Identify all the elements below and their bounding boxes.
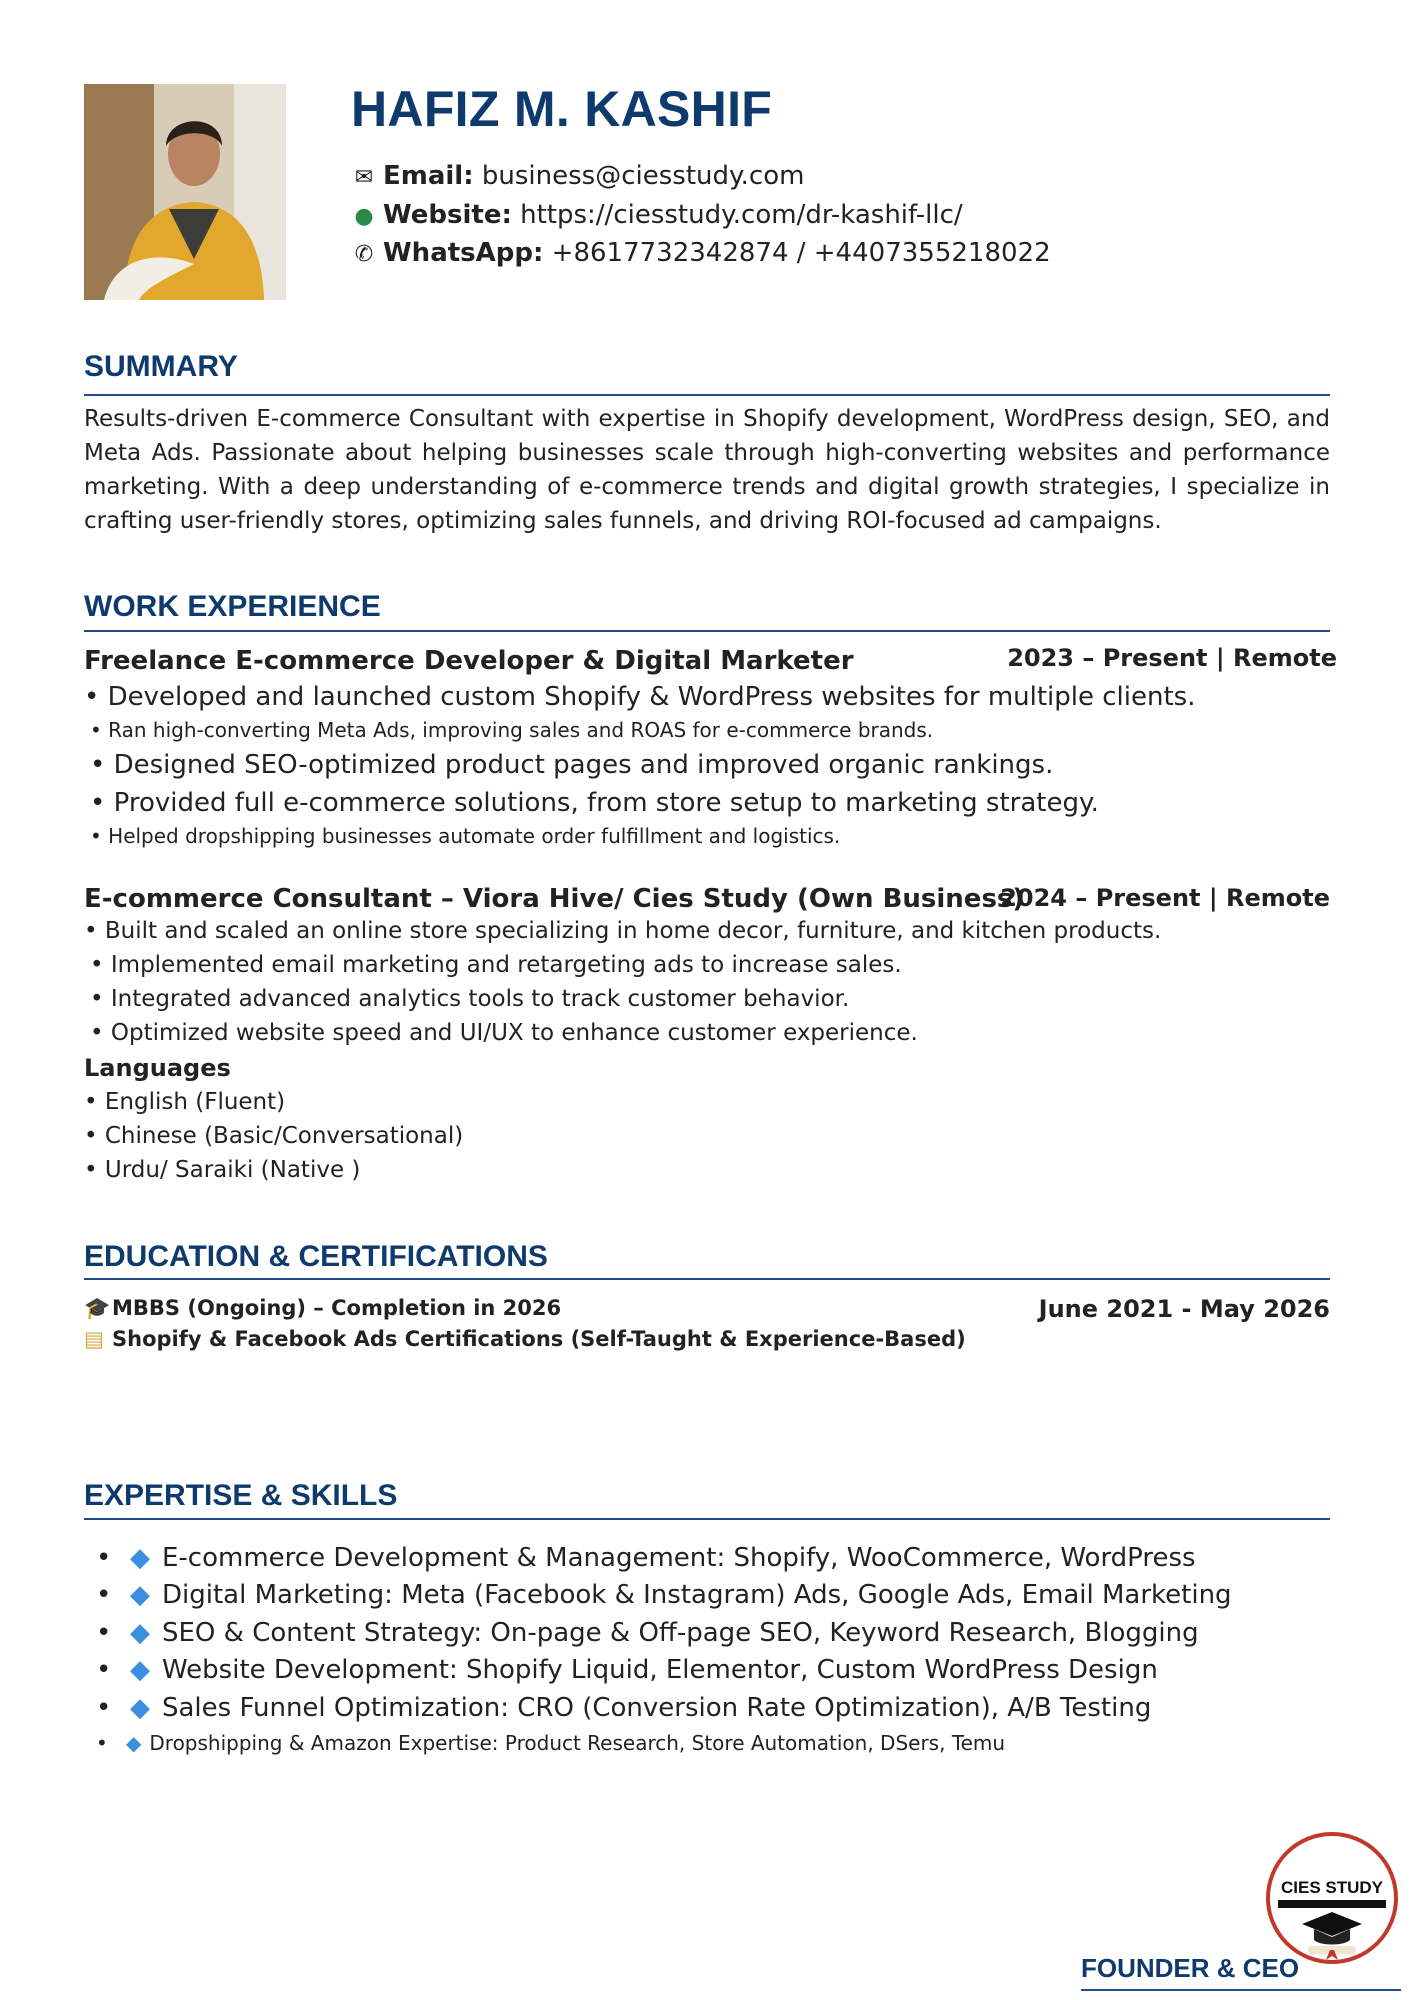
summary-text: Results-driven E-commerce Consultant with expertise in Shopify development, WordPress design, SEO, and Meta Ads. Passionate about helping businesses scale through high-converting websites and performance marketing. With a deep understanding of e-commerce trends and digital growth strategies, I specialize in crafting user-friendly stores, optimizing sales funnels, and driving ROI-focused ad campaigns. [84,406,1330,534]
job-bullet: • Built and scaled an online store specializing in home decor, furniture, and kitchen products. [84,918,1162,944]
envelope-icon: ✉ [354,165,374,190]
education-section [84,1240,1330,1274]
contact-email [351,161,804,191]
contact-label: Email: [383,161,474,191]
job-bullet: • Designed SEO-optimized product pages and improved organic rankings. [90,750,1054,780]
job-date: 2024 – Present | Remote [1000,884,1330,912]
section-heading: SUMMARY [84,350,238,383]
language-item: • English (Fluent) [84,1089,286,1115]
job-bullet: • Developed and launched custom Shopify & WordPress websites for multiple clients. [84,682,1196,712]
contact-label: Website: [383,200,512,230]
skill-text: Website Development: Shopify Liquid, Elementor, Custom WordPress Design [162,1655,1158,1685]
logo-subtitle-bar [1278,1900,1386,1908]
profile-photo [84,84,286,300]
phone-icon: ✆ [354,242,374,267]
diamond-icon: ◆ [130,1618,150,1648]
website-link[interactable]: https://ciesstudy.com/dr-kashif-llc/ [520,200,963,230]
diamond-icon: ◆ [130,1543,150,1573]
skill-item: • ◆ SEO & Content Strategy: On-page & Off-page SEO, Keyword Research, Blogging [96,1618,1199,1648]
section-heading: EDUCATION & CERTIFICATIONS [84,1240,548,1273]
job-date: 2023 – Present | Remote [1007,644,1337,672]
skill-text: E-commerce Development & Management: Shopify, WooCommerce, WordPress [162,1543,1196,1573]
job-bullet: • Provided full e-commerce solutions, from store setup to marketing strategy. [90,788,1099,818]
skill-item: • ◆ Website Development: Shopify Liquid, Elementor, Custom WordPress Design [96,1655,1158,1685]
certification-item [84,1327,966,1351]
job-title: E-commerce Consultant – Viora Hive/ Cies Study (Own Business) [84,884,1025,914]
diamond-icon: ◆ [126,1731,142,1755]
diamond-icon: ◆ [130,1693,150,1723]
job-bullet: • Ran high-converting Meta Ads, improving sales and ROAS for e-commerce brands. [90,718,934,742]
section-heading: WORK EXPERIENCE [84,590,381,623]
language-item: • Urdu/ Saraiki (Native ) [84,1157,361,1183]
skills-section [84,1479,1330,1513]
skill-text: Digital Marketing: Meta (Facebook & Instagram) Ads, Google Ads, Email Marketing [162,1580,1232,1610]
section-divider [84,630,1330,632]
summary-section [84,350,1330,384]
job-bullet: • Implemented email marketing and retargeting ads to increase sales. [90,952,902,978]
certification-text: Shopify & Facebook Ads Certifications (Self-Taught & Experience-Based) [112,1327,966,1351]
contact-whatsapp [351,238,1051,268]
cies-study-logo [1266,1832,1398,1964]
job-bullet: • Helped dropshipping businesses automate order fulfillment and logistics. [90,824,841,848]
skill-item: • ◆ Dropshipping & Amazon Expertise: Product Research, Store Automation, DSers, Temu [96,1731,1006,1755]
contact-website [351,200,963,230]
graduation-cap-icon [1300,1910,1364,1960]
skill-item: • ◆ Sales Funnel Optimization: CRO (Conversion Rate Optimization), A/B Testing [96,1693,1152,1723]
job-bullet: • Integrated advanced analytics tools to track customer behavior. [90,986,850,1012]
logo-text: CIES STUDY [1280,1878,1384,1897]
experience-section [84,590,1330,624]
skill-text: Sales Funnel Optimization: CRO (Conversion Rate Optimization), A/B Testing [162,1693,1152,1723]
language-item: • Chinese (Basic/Conversational) [84,1123,464,1149]
section-heading: EXPERTISE & SKILLS [84,1479,398,1512]
languages-heading: Languages [84,1054,231,1082]
education-text: MBBS (Ongoing) – Completion in 2026 [112,1296,562,1320]
skill-text: SEO & Content Strategy: On-page & Off-page SEO, Keyword Research, Blogging [162,1618,1199,1648]
candidate-name: HAFIZ M. KASHIF [351,81,773,137]
diamond-icon: ◆ [130,1655,150,1685]
skill-item: • ◆ E-commerce Development & Management: Shopify, WooCommerce, WordPress [96,1543,1196,1573]
diamond-icon: ◆ [130,1580,150,1610]
scroll-icon: ▤ [84,1327,104,1351]
globe-icon: ● [354,204,374,229]
job-bullet: • Optimized website speed and UI/UX to enhance customer experience. [90,1020,918,1046]
section-divider [84,394,1330,396]
graduation-cap-icon: 🎓 [84,1296,111,1320]
founder-title: FOUNDER & CEO [1081,1953,1300,1983]
contact-label: WhatsApp: [383,238,544,268]
section-divider [84,1518,1330,1520]
section-divider [84,1278,1330,1280]
education-item [84,1296,561,1321]
job-title: Freelance E-commerce Developer & Digital Marketer [84,646,854,676]
skill-text: Dropshipping & Amazon Expertise: Product Research, Store Automation, DSers, Temu [149,1731,1006,1755]
skill-item: • ◆ Digital Marketing: Meta (Facebook & Instagram) Ads, Google Ads, Email Marketing [96,1580,1232,1610]
footer-divider [1081,1989,1401,1991]
whatsapp-number[interactable]: +8617732342874 / +4407355218022 [551,238,1051,268]
email-link[interactable]: business@ciesstudy.com [481,161,805,191]
education-date: June 2021 - May 2026 [1038,1295,1330,1323]
